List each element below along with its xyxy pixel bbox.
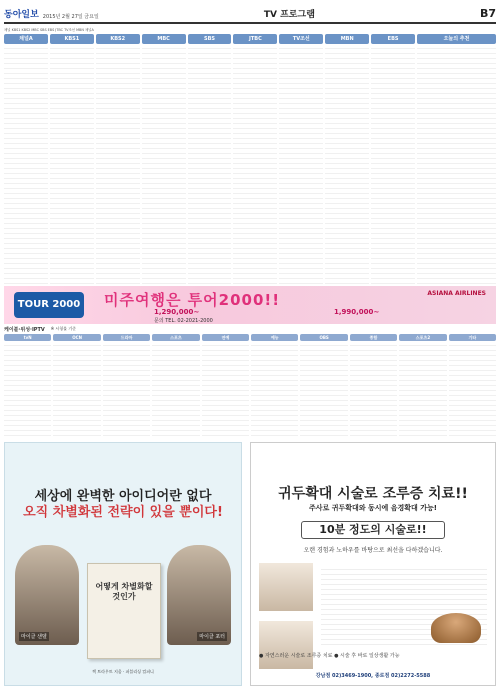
- tour-phone: 문의 TEL. 02-2021-2000: [154, 318, 213, 324]
- author-photo: [167, 545, 231, 645]
- person-name: 마이클 포터: [199, 634, 225, 640]
- schedule-listings: [251, 341, 298, 438]
- schedule-listings: [96, 44, 140, 286]
- schedule-column: [371, 34, 415, 286]
- clinic-line: 오랜 경험과 노하우를 바탕으로 최선을 다하겠습니다.: [303, 547, 443, 554]
- cable-title: 케이블·위성·IPTV: [4, 327, 45, 333]
- channel-header: MBC: [142, 34, 186, 44]
- channel-header: 예능: [251, 334, 298, 341]
- schedule-listings: [142, 44, 186, 286]
- channel-header: 연예: [202, 334, 249, 341]
- cable-schedule: [4, 334, 496, 438]
- channel-header: 드라마: [103, 334, 150, 341]
- schedule-listings: [371, 44, 415, 286]
- schedule-column: [325, 34, 369, 286]
- tour-advertisement: [4, 286, 496, 324]
- schedule-listings: [417, 44, 496, 286]
- channel-header: 스포츠: [152, 334, 199, 341]
- channel-header: SBS: [188, 34, 232, 44]
- schedule-listings: [350, 341, 397, 438]
- schedule-column: [4, 334, 51, 438]
- schedule-listings: [53, 341, 100, 438]
- mushroom-image: [431, 613, 481, 643]
- schedule-column: [142, 34, 186, 286]
- terrestrial-schedule: [4, 34, 496, 286]
- cable-note: ※ 시청률 기준: [50, 326, 76, 331]
- schedule-column: [50, 34, 94, 286]
- channel-header: 종합: [350, 334, 397, 341]
- book-ad-headline-1: 세상에 완벽한 아이디어란 없다: [34, 489, 212, 504]
- schedule-column: [350, 334, 397, 438]
- schedule-listings: [50, 44, 94, 286]
- schedule-column: [300, 334, 347, 438]
- clinic-title: 귀두확대 시술로 조루증 치료!!: [278, 486, 468, 502]
- newspaper-logo: 동아일보: [4, 10, 39, 20]
- schedule-column: [251, 334, 298, 438]
- schedule-listings: [103, 341, 150, 438]
- schedule-listings: [325, 44, 369, 286]
- schedule-listings: [279, 44, 323, 286]
- clinic-cta: ● 자연스러운 시술로 조루증 치료 ● 시술 후 바로 일상생활 가능: [259, 653, 400, 659]
- channel-header: MBN: [325, 34, 369, 44]
- book-cover: [87, 563, 161, 659]
- channel-header: 스포츠2: [399, 334, 446, 341]
- schedule-column: [417, 34, 496, 286]
- schedule-listings: [4, 341, 51, 438]
- schedule-column: [53, 334, 100, 438]
- page-number: B7: [479, 7, 496, 20]
- tour-logo: TOUR 2000: [14, 292, 84, 318]
- tour-slogan: 미주여행은 투어2000!!: [104, 291, 281, 309]
- book-cover-title: 어떻게 차별화할 것인가: [95, 582, 153, 601]
- schedule-column: [202, 334, 249, 438]
- channel-header: TV조선: [279, 34, 323, 44]
- schedule-listings: [233, 44, 277, 286]
- schedule-column: [152, 334, 199, 438]
- channel-header: KBS2: [96, 34, 140, 44]
- tour-price: 1,990,000~: [334, 308, 380, 316]
- page-header: [4, 6, 496, 24]
- schedule-listings: [152, 341, 199, 438]
- clinic-subtitle: 주사로 귀두확대와 동시에 음경확대 가능!: [309, 504, 437, 512]
- schedule-listings: [202, 341, 249, 438]
- book-ad-headline: [5, 489, 241, 521]
- channel-header: 채널A: [4, 34, 48, 44]
- channel-header: 오늘의 추천: [417, 34, 496, 44]
- schedule-listings: [188, 44, 232, 286]
- schedule-column: [96, 34, 140, 286]
- schedule-column: [449, 334, 496, 438]
- schedule-listings: [300, 341, 347, 438]
- channel-header: KBS1: [50, 34, 94, 44]
- issue-date: 2015년 2월 27일 금요일: [42, 14, 99, 20]
- clinic-footer: 강남점 02)3469-1900, 종로점 02)2272-5588: [315, 673, 431, 679]
- schedule-column: [103, 334, 150, 438]
- person-name: 마이클 샌델: [21, 634, 47, 640]
- schedule-column: [4, 34, 48, 286]
- airline-logo: ASIANA AIRLINES: [427, 290, 486, 297]
- tour-price: 1,290,000~: [154, 308, 200, 316]
- channel-header: OBS: [300, 334, 347, 341]
- cable-header: [4, 326, 496, 334]
- clinic-advertisement: [250, 442, 496, 686]
- schedule-listings: [399, 341, 446, 438]
- channel-header: OCN: [53, 334, 100, 341]
- channel-header: 기타: [449, 334, 496, 341]
- channel-header: JTBC: [233, 34, 277, 44]
- book-ad-footer: 잭 트라우트 지음 · 퍼블리싱 컴퍼니: [92, 669, 154, 674]
- channel-header: tvN: [4, 334, 51, 341]
- channel-numbers-line: 채널 KBS1 KBS2 MBC SBS EBS JTBC TV조선 MBN 채널A: [4, 28, 94, 32]
- section-title: TV 프로그램: [263, 10, 315, 20]
- book-advertisement: [4, 442, 242, 686]
- doctor-photo: [259, 621, 313, 669]
- schedule-column: [188, 34, 232, 286]
- channel-header: EBS: [371, 34, 415, 44]
- book-ad-headline-2: 오직 차별화된 전략이 있을 뿐이다!: [23, 505, 223, 520]
- schedule-column: [279, 34, 323, 286]
- doctor-photo: [259, 563, 313, 611]
- author-photo: [15, 545, 79, 645]
- schedule-column: [399, 334, 446, 438]
- clinic-highlight-box: 10분 정도의 시술로!!: [301, 521, 445, 539]
- schedule-listings: [449, 341, 496, 438]
- schedule-listings: [4, 44, 48, 286]
- schedule-column: [233, 34, 277, 286]
